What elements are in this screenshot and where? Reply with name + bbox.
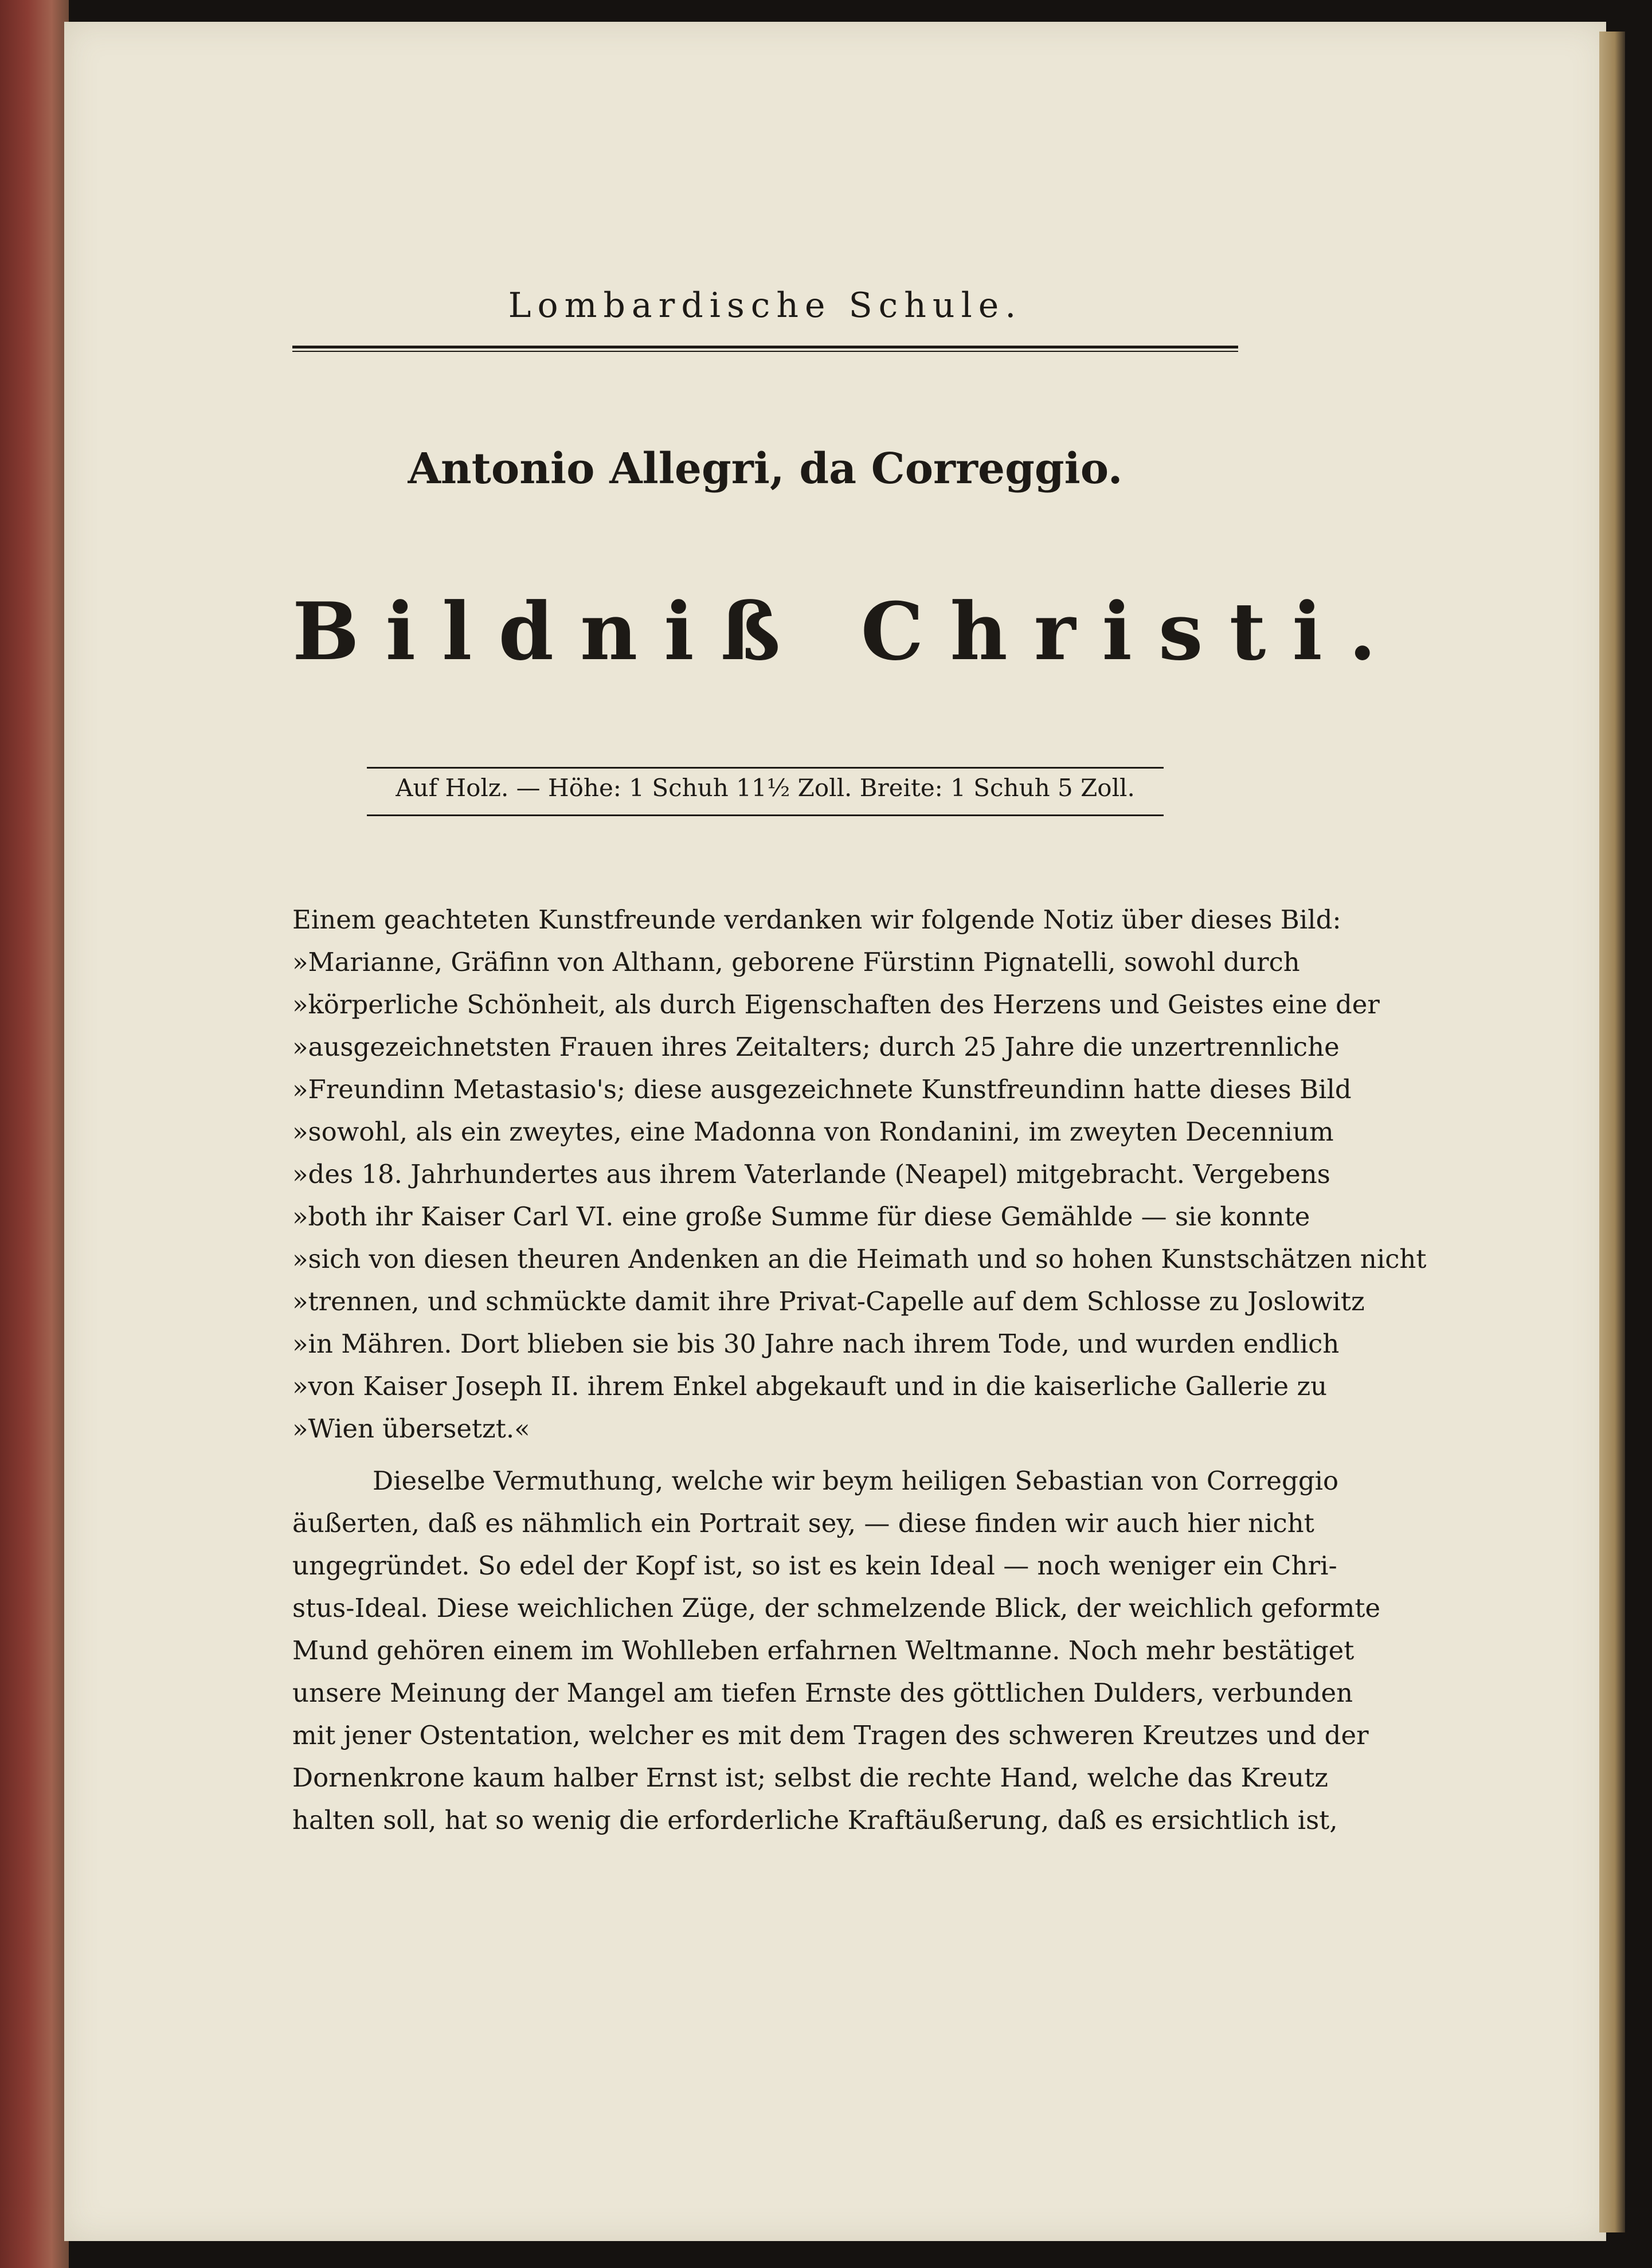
body-line: Einem geachteten Kunstfreunde verdanken wir folgende Notiz über dieses Bild: — [292, 904, 1341, 935]
body-line: »in Mähren. Dort blieben sie bis 30 Jahre nach ihrem Tode, und wurden endlich — [292, 1329, 1340, 1359]
body-line: »von Kaiser Joseph II. ihrem Enkel abgekauft und in die kaiserliche Gallerie zu — [292, 1371, 1328, 1401]
painting-title: Bildniß Christi. — [292, 585, 1403, 678]
body-line: äußerten, daß es nähmlich ein Portrait sey, — diese finden wir auch hier nicht — [292, 1508, 1314, 1538]
body-line: »körperliche Schönheit, als durch Eigenschaften des Herzens und Geistes eine der — [292, 989, 1380, 1020]
body-line: Mund gehören einem im Wohlleben erfahrnen Weltmanne. Noch mehr bestätiget — [292, 1635, 1355, 1666]
body-line: »des 18. Jahrhundertes aus ihrem Vaterlande (Neapel) mitgebracht. Vergebens — [292, 1159, 1330, 1189]
body-line: halten soll, hat so wenig die erforderliche Kraftäußerung, daß es ersichtlich ist, — [292, 1805, 1338, 1835]
school-heading: Lombardische Schule. — [508, 285, 1023, 326]
body-line: stus-Ideal. Diese weichlichen Züge, der schmelzende Blick, der weichlich geformte — [292, 1593, 1381, 1623]
body-line: »Marianne, Gräfinn von Althann, geborene Fürstinn Pignatelli, sowohl durch — [292, 947, 1300, 977]
heading-rule-thin — [292, 351, 1238, 352]
body-line: unsere Meinung der Mangel am tiefen Ernste des göttlichen Dulders, verbunden — [292, 1678, 1353, 1708]
right-page-edge — [1599, 32, 1625, 2232]
body-line: »sowohl, als ein zweytes, eine Madonna von Rondanini, im zweyten Decennium — [292, 1117, 1334, 1147]
body-line: »ausgezeichnetsten Frauen ihres Zeitalters; durch 25 Jahre die unzertrennliche — [292, 1032, 1340, 1062]
body-line: »trennen, und schmückte damit ihre Privat-Capelle auf dem Schlosse zu Joslowitz — [292, 1286, 1365, 1317]
dimensions-rule-bottom — [367, 814, 1164, 816]
body-line: »both ihr Kaiser Carl VI. eine große Summe für diese Gemählde — sie konnte — [292, 1201, 1310, 1232]
left-page-edge — [0, 0, 69, 2268]
body-line: »sich von diesen theuren Andenken an die Heimath und so hohen Kunstschätzen nicht — [292, 1244, 1427, 1274]
body-line: »Wien übersetzt.« — [292, 1413, 530, 1444]
body-line: mit jener Ostentation, welcher es mit dem Tragen des schweren Kreutzes und der — [292, 1720, 1369, 1750]
body-line: »Freundinn Metastasio's; diese ausgezeichnete Kunstfreundinn hatte dieses Bild — [292, 1074, 1352, 1104]
body-line: Dieselbe Vermuthung, welche wir beym heiligen Sebastian von Correggio — [373, 1466, 1339, 1496]
heading-rule-thick — [292, 346, 1238, 348]
body-line: Dornenkrone kaum halber Ernst ist; selbst die rechte Hand, welche das Kreutz — [292, 1762, 1329, 1793]
dimensions-rule-top — [367, 767, 1164, 769]
body-line: ungegründet. So edel der Kopf ist, so ist es kein Ideal — noch weniger ein Chri- — [292, 1550, 1337, 1581]
artist-name: Antonio Allegri, da Correggio. — [408, 444, 1123, 493]
dimensions-line: Auf Holz. — Höhe: 1 Schuh 11½ Zoll. Breite: 1 Schuh 5 Zoll. — [396, 774, 1135, 802]
